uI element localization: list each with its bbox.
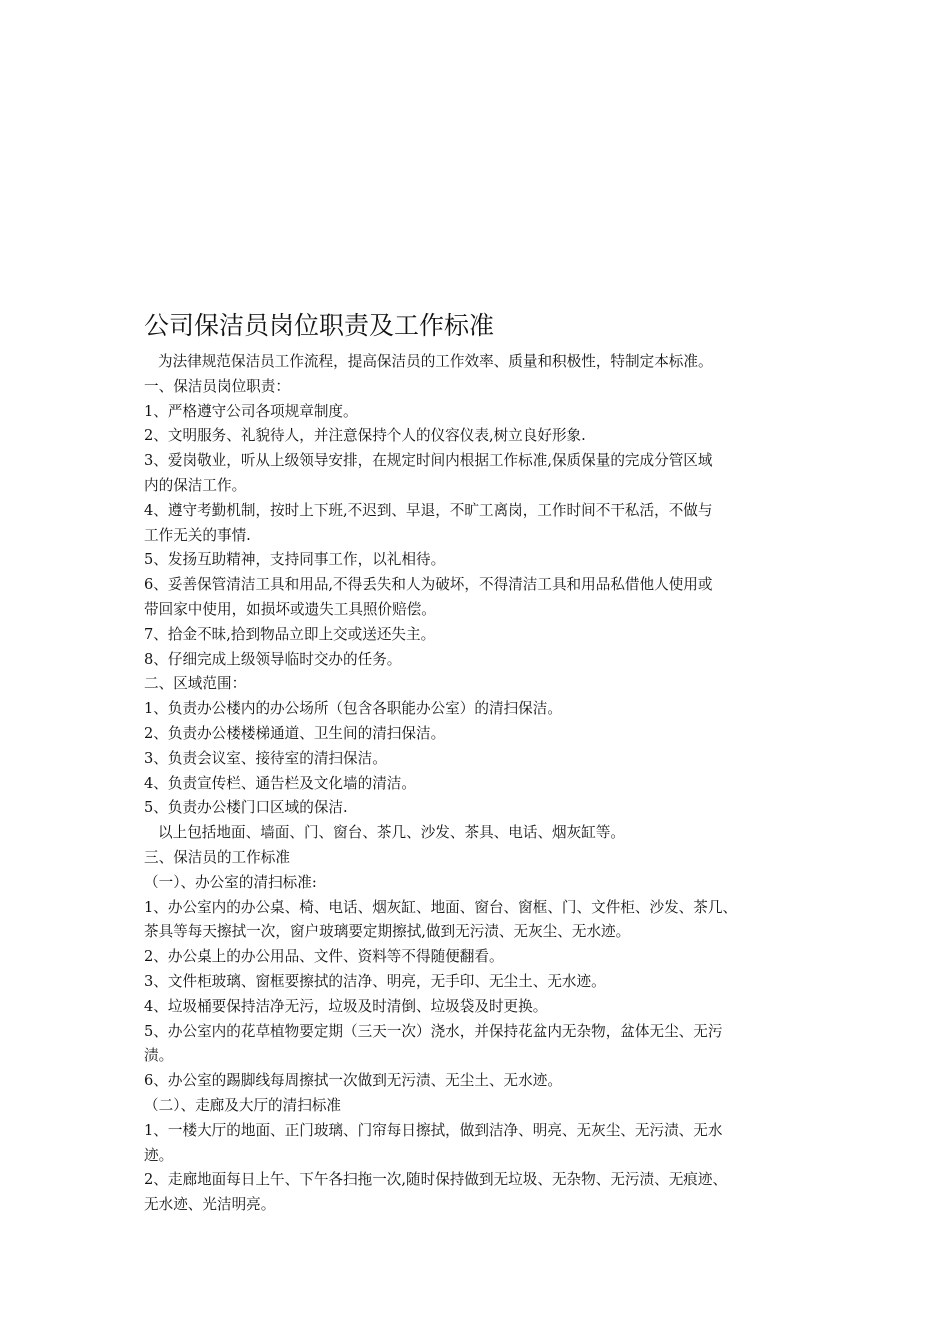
document-line: 3、爱岗敬业，听从上级领导安排，在规定时间内根据工作标准,保质保量的完成分管区域 (144, 452, 713, 470)
document-line: 一、保洁员岗位职责： (144, 377, 290, 395)
document-line: 1、负责办公楼内的办公场所（包含各职能办公室）的清扫保洁。 (144, 700, 562, 718)
document-line: 茶具等每天擦拭一次，窗户玻璃要定期擦拭,做到无污渍、无灰尘、无水迹。 (144, 923, 631, 941)
document-line: 为法律规范保洁员工作流程，提高保洁员的工作效率、质量和积极性，特制定本标准。 (158, 353, 713, 370)
document-title: 公司保洁员岗位职责及工作标准 (144, 311, 495, 340)
document-line: 2、负责办公楼楼梯通道、卫生间的清扫保洁。 (144, 724, 446, 742)
document-line: （二）、走廊及大厅的清扫标准 (144, 1096, 342, 1114)
document-line: 1、办公室内的办公桌、椅、电话、烟灰缸、地面、窗台、窗框、门、文件柜、沙发、茶几、 (144, 898, 738, 916)
document-body (144, 350, 824, 1218)
document-line: 6、办公室的踢脚线每周擦拭一次做到无污渍、无尘土、无水迹。 (144, 1072, 562, 1090)
document-content (144, 306, 824, 1218)
document-line: 4、垃圾桶要保持洁净无污，垃圾及时清倒、垃圾袋及时更换。 (144, 997, 548, 1015)
document-line: 三、保洁员的工作标准 (144, 848, 290, 866)
document-line: （一）、办公室的清扫标准: (144, 873, 317, 891)
document-line: 2、文明服务、礼貌待人，并注意保持个人的仪容仪表,树立良好形象. (144, 427, 586, 445)
document-line: 渍。 (144, 1047, 174, 1065)
document-line: 7、拾金不昧,拾到物品立即上交或送还失主。 (144, 625, 436, 643)
document-line: 1、严格遵守公司各项规章制度。 (144, 402, 358, 420)
document-line: 2、办公桌上的办公用品、文件、资料等不得随便翻看。 (144, 948, 504, 966)
document-line: 二、区域范围： (144, 675, 247, 693)
document-line: 8、仔细完成上级领导临时交办的任务。 (144, 650, 402, 668)
document-line: 3、负责会议室、接待室的清扫保洁。 (144, 749, 387, 767)
document-line: 1、一楼大厅的地面、正门玻璃、门帘每日擦拭，做到洁净、明亮、无灰尘、无污渍、无水 (144, 1121, 723, 1139)
document-line: 以上包括地面、墙面、门、窗台、茶几、沙发、茶具、电话、烟灰缸等。 (158, 824, 626, 842)
document-line: 2、走廊地面每日上午、下午各扫拖一次,随时保持做到无垃圾、无杂物、无污渍、无痕迹、 (144, 1171, 728, 1189)
document-line: 4、遵守考勤机制，按时上下班,不迟到、早退，不旷工离岗，工作时间不干私活，不做与 (144, 501, 713, 519)
document-line: 无水迹、光洁明亮。 (144, 1196, 276, 1214)
document-line: 5、办公室内的花草植物要定期（三天一次）浇水，并保持花盆内无杂物，盆体无尘、无污 (144, 1022, 723, 1040)
document-line: 5、负责办公楼门口区域的保洁. (144, 799, 348, 817)
document-line: 5、发扬互助精神，支持同事工作，以礼相待。 (144, 551, 446, 569)
document-line: 3、文件柜玻璃、窗框要擦拭的洁净、明亮，无手印、无尘土、无水迹。 (144, 972, 606, 990)
document-line: 4、负责宣传栏、通告栏及文化墙的清洁。 (144, 774, 416, 792)
document-line: 工作无关的事情. (144, 526, 251, 544)
document-line: 带回家中使用，如损坏或遗失工具照价赔偿。 (144, 600, 436, 618)
document-line: 内的保洁工作。 (144, 476, 247, 494)
document-line: 6、妥善保管清洁工具和用品,不得丢失和人为破坏，不得清洁工具和用品私借他人使用或 (144, 576, 713, 594)
document-line: 迹。 (144, 1146, 174, 1164)
